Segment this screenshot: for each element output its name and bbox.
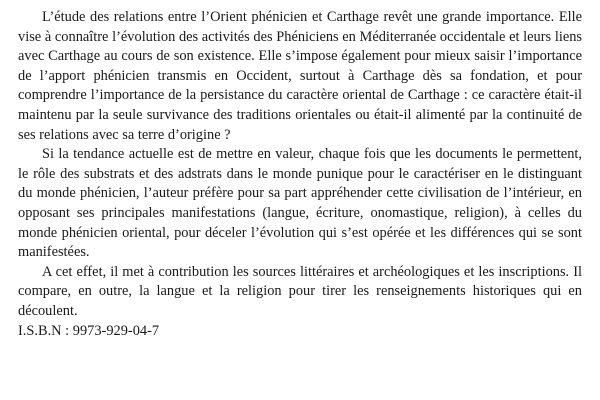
isbn-line: I.S.B.N : 9973-929-04-7: [18, 322, 160, 339]
paragraph-1: L’étude des relations entre l’Orient phénicien et Carthage revêt une grande importance. Elle vise à connaître l’évolution des activités des Phéniciens en Méditerranée occidentale et leurs liens avec Carthage au cours de son existence. Elle s’impose également pour mieux saisir l’importance de l’apport phénicien transmis en Occident, surtout à Carthage dès sa fondation, et pour comprendre l’importance de la persistance du caractère oriental de Carthage : ce caractère était-il maintenu par la seule survivance des traditions orientales ou était-il alimenté par la continuité de ses relations avec sa terre d’origine ?: [18, 9, 582, 143]
paragraph-2: Si la tendance actuelle est de mettre en valeur, chaque fois que les documents le permettent, le rôle des substrats et des adstrats dans le monde punique pour le caractériser en le distinguant du monde phénicien, l’auteur préfère pour sa part appréhender cette civilisation de l’intérieur, en opposant ses principales manifestations (langue, écriture, onomastique, religion), à celles du monde phénicien oriental, pour déceler l’évolution qui s’est opérée et les différences qui se sont manifestées.: [18, 146, 582, 261]
paragraph-3: A cet effet, il met à contribution les sources littéraires et archéologiques et les inscriptions. Il compare, en outre, la langue et la religion pour tirer les renseignements historiques qui en découlent.: [18, 263, 582, 319]
